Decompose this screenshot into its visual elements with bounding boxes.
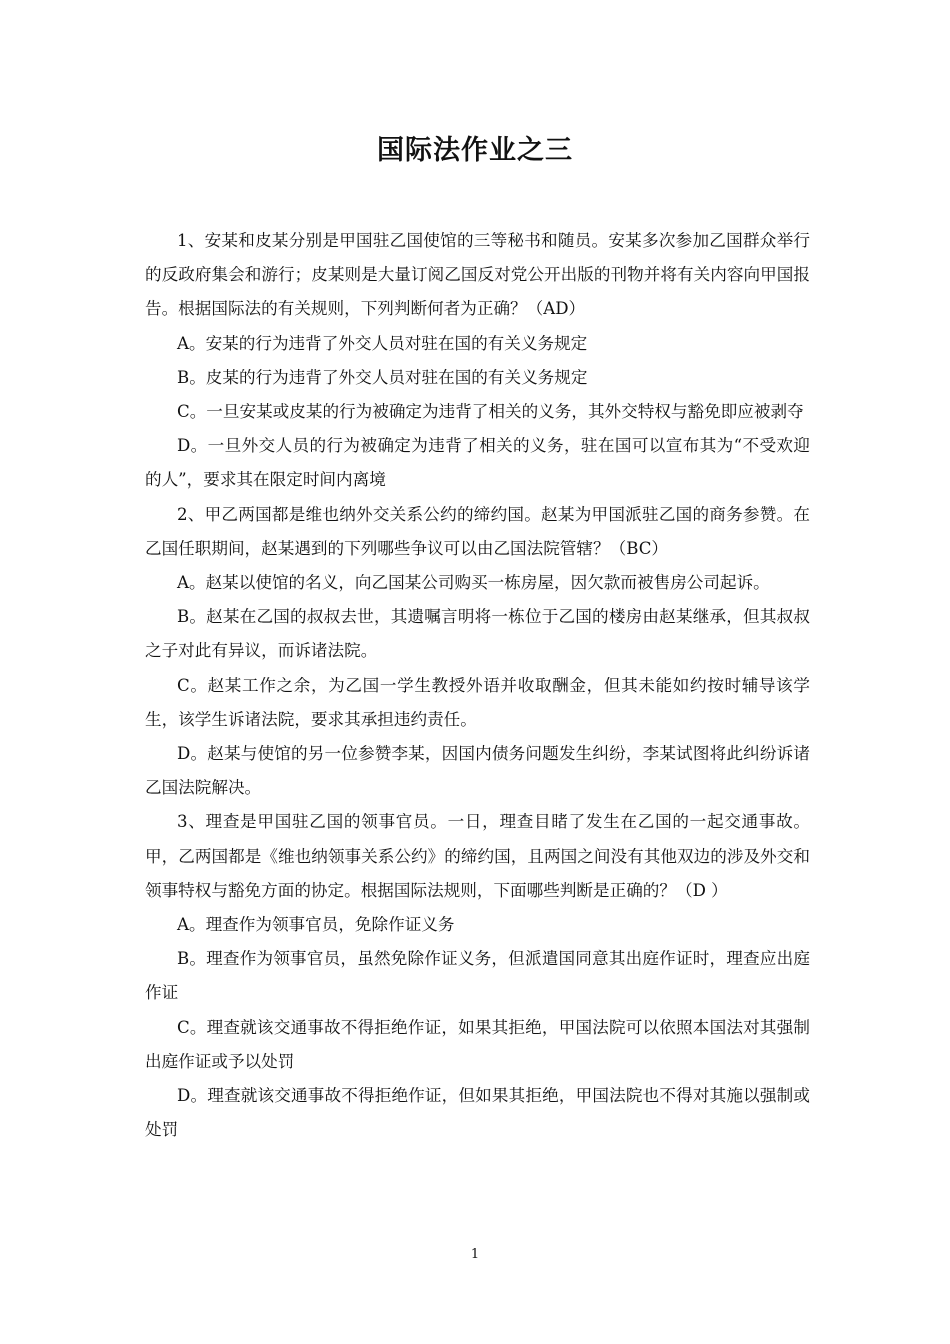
question-option: D。理查就该交通事故不得拒绝作证，但如果其拒绝，甲国法院也不得对其施以强制或处罚 bbox=[145, 1086, 810, 1140]
question-3 bbox=[145, 805, 810, 1147]
question-option: C。一旦安某或皮某的行为被确定为违背了相关的义务，其外交特权与豁免即应被剥夺 bbox=[177, 402, 804, 422]
question-option: C。赵某工作之余，为乙国一学生教授外语并收取酬金，但其未能如约按时辅导该学生，该学生诉诸法院，要求其承担违约责任。 bbox=[145, 675, 810, 729]
question-2 bbox=[145, 498, 810, 806]
question-option: C。理查就该交通事故不得拒绝作证，如果其拒绝，甲国法院可以依照本国法对其强制出庭作证或予以处罚 bbox=[145, 1017, 810, 1071]
question-option: A。理查作为领事官员，免除作证义务 bbox=[177, 915, 455, 935]
question-1 bbox=[145, 224, 810, 498]
document-body bbox=[145, 224, 810, 1147]
question-option: D。赵某与使馆的另一位参赞李某，因国内债务问题发生纠纷，李某试图将此纠纷诉诸乙国法院解决。 bbox=[145, 744, 810, 798]
question-option: B。赵某在乙国的叔叔去世，其遗嘱言明将一栋位于乙国的楼房由赵某继承，但其叔叔之子对此有异议，而诉诸法院。 bbox=[145, 607, 810, 661]
page-title: 国际法作业之三 bbox=[377, 135, 573, 166]
question-option: A。赵某以使馆的名义，向乙国某公司购买一栋房屋，因欠款而被售房公司起诉。 bbox=[177, 573, 770, 593]
question-option: B。皮某的行为违背了外交人员对驻在国的有关义务规定 bbox=[177, 367, 588, 387]
question-option: B。理查作为领事官员，虽然免除作证义务，但派遣国同意其出庭作证时，理查应出庭作证 bbox=[145, 949, 810, 1003]
question-stem: 2、甲乙两国都是维也纳外交关系公约的缔约国。赵某为甲国派驻乙国的商务参赞。在乙国任职期间，赵某遇到的下列哪些争议可以由乙国法院管辖？（BC） bbox=[145, 504, 810, 558]
question-option: A。安某的行为违背了外交人员对驻在国的有关义务规定 bbox=[177, 333, 588, 353]
question-stem: 3、理查是甲国驻乙国的领事官员。一日，理查目睹了发生在乙国的一起交通事故。甲，乙两国都是《维也纳领事关系公约》的缔约国，且两国之间没有其他双边的涉及外交和领事特权与豁免方面的协定。根据国际法规则，下面哪些判断是正确的？（D ） bbox=[145, 812, 810, 900]
question-option: D。一旦外交人员的行为被确定为违背了相关的义务，驻在国可以宣布其为“不受欢迎的人”，要求其在限定时间内离境 bbox=[145, 436, 810, 490]
page-number: 1 bbox=[470, 1247, 480, 1262]
question-stem: 1、安某和皮某分别是甲国驻乙国使馆的三等秘书和随员。安某多次参加乙国群众举行的反政府集会和游行；皮某则是大量订阅乙国反对党公开出版的刊物并将有关内容向甲国报告。根据国际法的有关规则，下列判断何者为正确？（AD） bbox=[145, 231, 810, 319]
